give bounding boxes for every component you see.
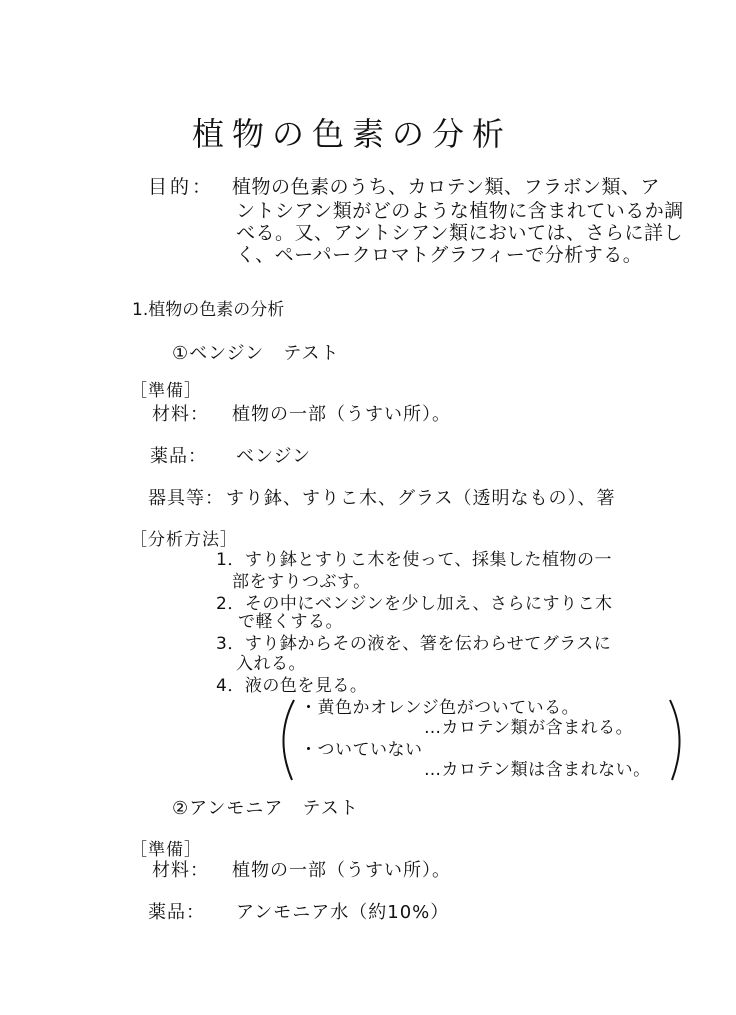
method-step: 2．その中にベンジンを少し加え、さらにすりこ木 [216,594,613,614]
purpose-line: く、ペーパークロマトグラフィーで分析する。 [236,244,643,266]
observation-line: …カロテン類は含まれない。 [424,760,651,780]
equipment-label: 器具等： [148,488,224,509]
page-title: 植物の色素の分析 [192,115,513,153]
materials-value: 植物の一部（うすい所）。 [232,404,451,425]
materials-value: 植物の一部（うすい所）。 [232,860,451,881]
prep-heading: ［準備］ [130,381,202,401]
reagent-label: 薬品： [150,446,207,467]
observation-line: ・黄色かオレンジ色がついている。 [300,698,580,718]
section-heading: 1.植物の色素の分析 [132,300,285,320]
observation-line: …カロテン類が含まれる。 [424,718,634,738]
test1-heading: ①ベンジン テスト [172,343,340,364]
equipment-value: すり鉢、すりこ木、グラス（透明なもの）、箸 [226,488,616,509]
left-parenthesis [270,698,300,782]
method-step: で軽くする。 [238,612,343,632]
purpose-line: べる。又、アントシアン類においては、さらに詳し [236,222,683,244]
method-step: 入れる。 [236,654,306,674]
right-parenthesis [666,698,692,782]
observation-line: ・ついていない [300,740,423,760]
method-step: 4．液の色を見る。 [216,676,368,696]
purpose-line: ントシアン類がどのような植物に含まれているか調 [236,200,684,222]
materials-label: 材料： [152,860,209,881]
purpose-line: 植物の色素のうち、カロテン類、フラボン類、ア [232,176,661,198]
reagent-value: ベンジン [236,446,312,467]
method-heading: ［分析方法］ [130,530,238,550]
materials-label: 材料： [152,404,209,425]
reagent-label: 薬品： [148,902,205,923]
method-step: 1．すり鉢とすりこ木を使って、採集した植物の一 [216,550,612,570]
purpose-label: 目的： [148,176,215,198]
method-step: 3．すり鉢からその液を、箸を伝わらせてグラスに [216,634,612,654]
method-step: 部をすりつぶす。 [232,572,371,592]
test2-heading: ②アンモニア テスト [172,798,359,819]
reagent-value: アンモニア水（約10%） [236,902,450,923]
prep-heading: ［準備］ [130,840,202,860]
